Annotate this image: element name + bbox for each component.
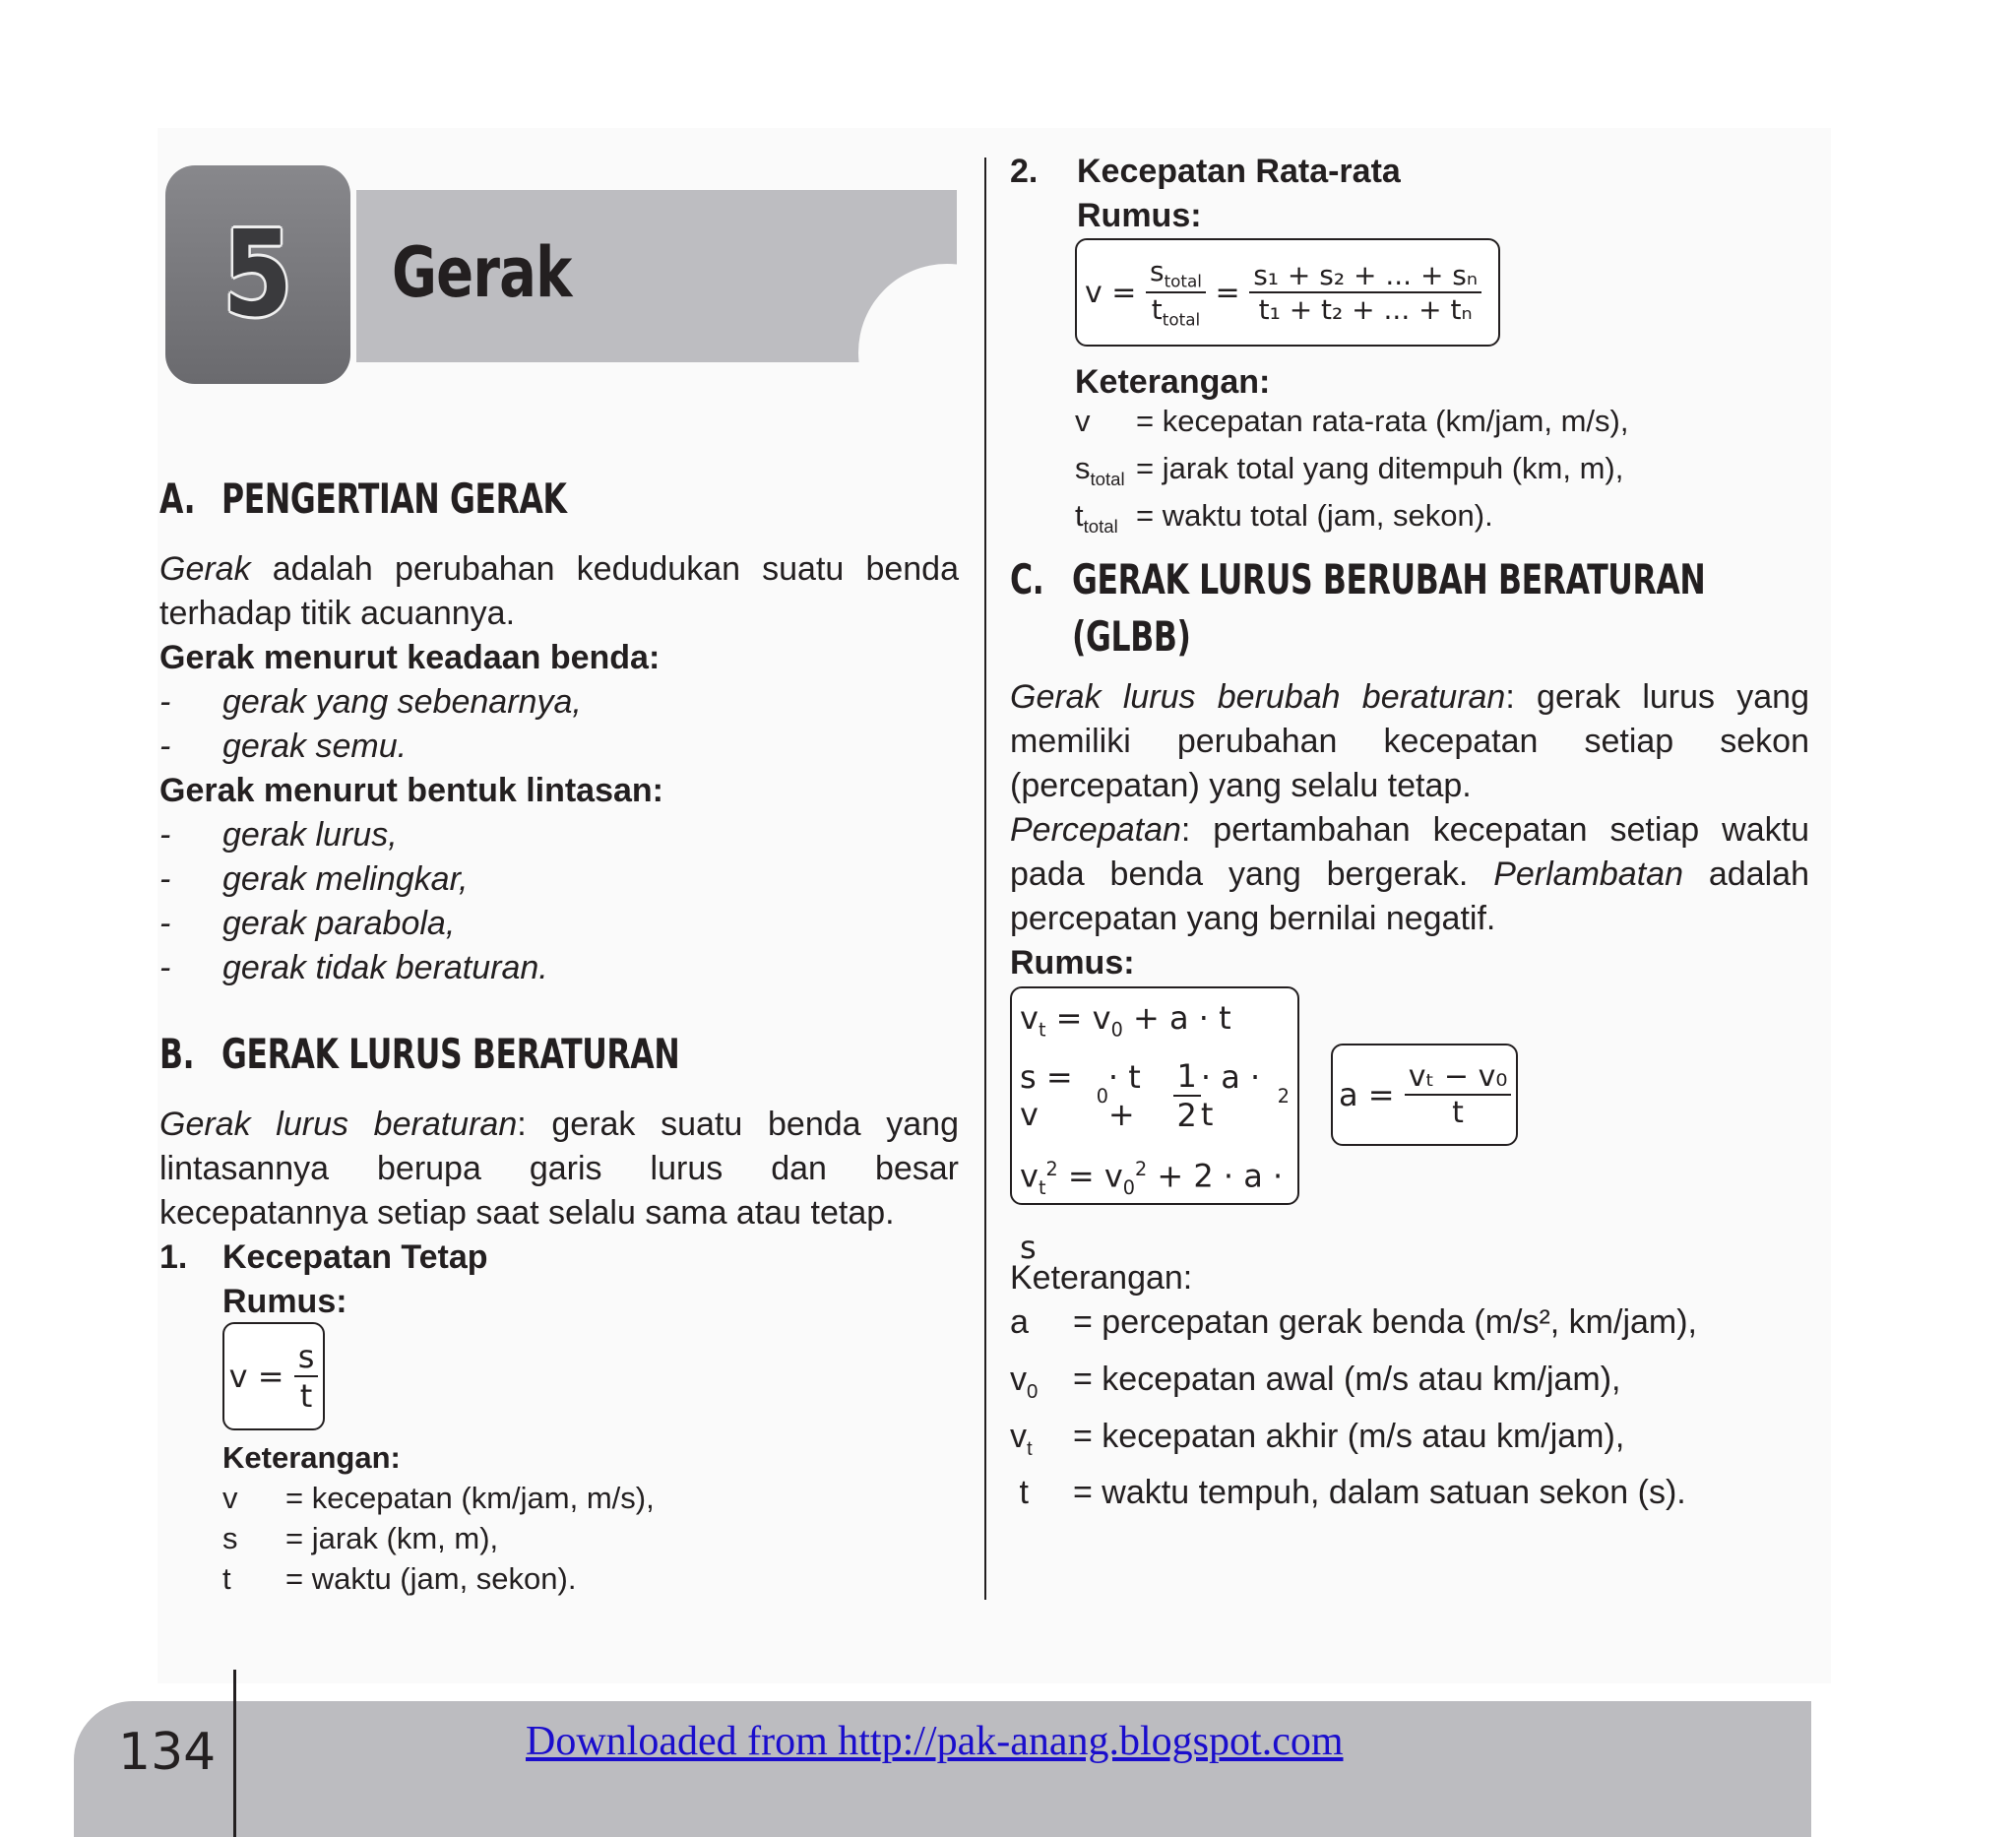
page-number: 134 [118, 1723, 217, 1782]
keterangan-row: $s_{total}$ = jarak total yang ditempuh (km, m), [1075, 451, 1624, 490]
download-link[interactable]: Downloaded from http://pak-anang.blogspot.com [526, 1719, 1344, 1764]
keterangan-row: $v_0$ = kecepatan awal (m/s atau km/jam), [1010, 1360, 1621, 1403]
section-c-p1: Gerak lurus berubah beraturan: gerak lurus yang memiliki perubahan kecepatan setiap sekon (percepatan) yang selalu tetap. [1010, 678, 1809, 804]
column-divider [984, 158, 986, 1600]
formula-s: s = v 0 · t + $\frac{1}{2}$ · a · t 2 [1020, 1057, 1290, 1134]
keterangan-row: $t_{total}$ = waktu total (jam, sekon). [1075, 498, 1493, 538]
list-item: - gerak parabola, [159, 905, 456, 942]
list-item: - gerak tidak beraturan. [159, 949, 548, 986]
section-a-label: A. [159, 475, 196, 523]
keterangan-row: v = kecepatan (km/jam, m/s), [222, 1481, 655, 1515]
item2-keterangan: Keterangan: v = kecepatan rata-rata (km/jam, m/s), $s_{total}$ = jarak total yang ditempuh (km, m), $t_{total}$ = waktu total (jam, sekon). [1075, 362, 1784, 545]
list-item: - gerak melingkar, [159, 860, 469, 898]
item2-rumus: Rumus: [1077, 197, 1202, 234]
formula-percepatan: a = $\frac{\text{vₜ − v₀}}{t}$ [1331, 1044, 1518, 1146]
keterangan-row: a = percepatan gerak benda (m/s², km/jam), [1010, 1303, 1697, 1341]
list-item: - gerak semu. [159, 728, 408, 765]
formula-vt-squared: $v_t^2 = v_0^2 + 2 \cdot a \cdot s$ [1020, 1157, 1284, 1267]
section-c-rumus: Rumus: [1010, 944, 1135, 982]
section-b-heading [159, 1030, 679, 1078]
banner-notch [858, 264, 957, 362]
section-a-heading [159, 475, 567, 523]
list-item: - gerak lurus, [159, 816, 398, 854]
formula-kecepatan-tetap: v = $\frac{s}{t}$ [222, 1322, 325, 1430]
keterangan-row: t = waktu (jam, sekon). [222, 1561, 577, 1596]
item1-rumus: Rumus: [222, 1283, 347, 1320]
formula-kecepatan-rata-rata: v = $\frac{s_{total}}{t_{total}}$ = $\frac{\text{s₁ + s₂ + ... + sₙ}}{\text{t₁ + t₂ + ... + tₙ}}$ [1075, 238, 1500, 347]
chapter-number-box [165, 165, 350, 384]
section-a-title: PENGERTIAN GERAK [221, 475, 567, 523]
keterangan-row: s = jarak (km, m), [222, 1521, 499, 1555]
section-b-label: B. [159, 1030, 195, 1078]
keterangan-row: $v_t$ = kecepatan akhir (m/s atau km/jam), [1010, 1417, 1625, 1460]
section-a-body [159, 547, 959, 990]
intro-text: adalah perubahan kedudukan suatu benda terhadap titik acuannya. [159, 550, 959, 632]
section-c-body [1010, 675, 1809, 985]
intro-term: Gerak [159, 550, 251, 588]
chapter-number: 5 [222, 206, 293, 344]
section-c-heading: C. GERAK LURUS BERUBAH BERATURAN (GLBB) [1010, 551, 1705, 665]
section-c-label: C. [1010, 555, 1044, 603]
item1-heading: 1. Kecepatan Tetap [159, 1238, 488, 1276]
keterangan-row: v = kecepatan rata-rata (km/jam, m/s), [1075, 404, 1629, 438]
footer-divider [233, 1670, 236, 1837]
item1-keterangan: Keterangan: v = kecepatan (km/jam, m/s), s = jarak (km, m), t = waktu (jam, sekon). [222, 1437, 931, 1599]
keterangan-row: t = waktu tempuh, dalam satuan sekon (s). [1010, 1474, 1686, 1512]
group1-title: Gerak menurut keadaan benda: [159, 639, 661, 676]
section-b-title: GERAK LURUS BERATURAN [221, 1030, 680, 1078]
formula-vt: $v_t = v_0 + a \cdot t$ [1020, 999, 1231, 1042]
section-b-intro: Gerak lurus beraturan: gerak suatu benda yang lintasannya berupa garis lurus dan besar kecepatannya setiap saat selalu sama atau tetap. [159, 1106, 959, 1232]
section-b-body [159, 1103, 959, 1324]
section-c-p2: Percepatan: pertambahan kecepatan setiap waktu pada benda yang bergerak. Perlambatan adalah percepatan yang bernilai negatif. [1010, 811, 1809, 937]
item2-heading: 2. Kecepatan Rata-rata [1010, 153, 1401, 190]
chapter-title: Gerak [392, 232, 572, 313]
formula-glbb [1010, 986, 1299, 1267]
section-c-keterangan: Keterangan: a = percepatan gerak benda (m/s², km/jam), $v_0$ = kecepatan awal (m/s atau km/jam), $v_t$ = kecepatan akhir (m/s atau km/jam), t = waktu tempuh, dalam satuan sekon (s). [1010, 1256, 1797, 1528]
section-a-intro [159, 547, 959, 636]
group2-title: Gerak menurut bentuk lintasan: [159, 772, 663, 809]
list-item: - gerak yang sebenarnya, [159, 683, 582, 721]
